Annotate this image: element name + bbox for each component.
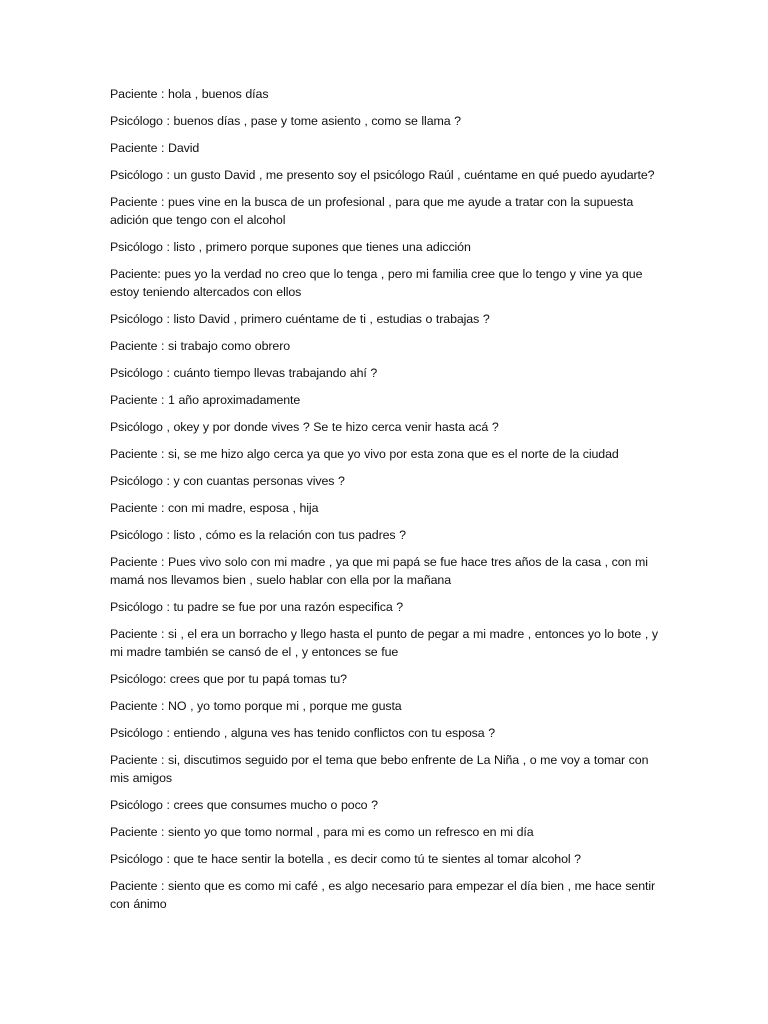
dialogue-line-patient: Paciente : si , el era un borracho y llego hasta el punto de pegar a mi madre , entonces yo lo bote , y mi madre también se cansó de el , y entonces se fue <box>110 627 658 659</box>
dialogue-line-patient: Paciente : si, discutimos seguido por el tema que bebo enfrente de La Niña , o me voy a tomar con mis amigos <box>110 753 649 785</box>
dialogue-line-patient: Paciente : siento yo que tomo normal , para mi es como un refresco en mi día <box>110 825 534 839</box>
dialogue-line-patient: Paciente : pues vine en la busca de un profesional , para que me ayude a tratar con la supuesta adición que tengo con el alcohol <box>110 195 634 227</box>
dialogue-line-patient: Paciente : 1 año aproximadamente <box>110 393 301 407</box>
dialogue-line-patient: Paciente : si, se me hizo algo cerca ya que yo vivo por esta zona que es el norte de la ciudad <box>110 447 619 461</box>
dialogue-line-patient: Paciente: pues yo la verdad no creo que lo tenga , pero mi familia cree que lo tengo y vine ya que estoy teniendo altercados con ellos <box>110 267 643 299</box>
dialogue-line-psychologist: Psicólogo : listo , cómo es la relación con tus padres ? <box>110 528 406 542</box>
dialogue-line-patient: Paciente : David <box>110 141 200 155</box>
document-page <box>110 85 662 922</box>
dialogue-line-patient: Paciente : si trabajo como obrero <box>110 339 291 353</box>
dialogue-line-psychologist: Psicólogo : crees que consumes mucho o poco ? <box>110 798 378 812</box>
dialogue-line-patient: Paciente : con mi madre, esposa , hija <box>110 501 319 515</box>
dialogue-line-psychologist: Psicólogo : buenos días , pase y tome asiento , como se llama ? <box>110 114 461 128</box>
dialogue-line-psychologist: Psicólogo: crees que por tu papá tomas tu? <box>110 672 347 686</box>
dialogue-line-psychologist: Psicólogo : y con cuantas personas vives ? <box>110 474 345 488</box>
dialogue-line-psychologist: Psicólogo : un gusto David , me presento soy el psicólogo Raúl , cuéntame en qué puedo ayudarte? <box>110 168 655 182</box>
dialogue-line-patient: Paciente : hola , buenos días <box>110 87 269 101</box>
dialogue-line-patient: Paciente : Pues vivo solo con mi madre , ya que mi papá se fue hace tres años de la casa , con mi mamá nos llevamos bien , suelo hablar con ella por la mañana <box>110 555 648 587</box>
dialogue-line-patient: Paciente : NO , yo tomo porque mi , porque me gusta <box>110 699 402 713</box>
dialogue-line-patient: Paciente : siento que es como mi café , es algo necesario para empezar el día bien , me hace sentir con ánimo <box>110 879 656 911</box>
dialogue-line-psychologist: Psicólogo : listo , primero porque supones que tienes una adicción <box>110 240 471 254</box>
dialogue-line-psychologist: Psicólogo : tu padre se fue por una razón especifica ? <box>110 600 404 614</box>
dialogue-line-psychologist: Psicólogo : cuánto tiempo llevas trabajando ahí ? <box>110 366 378 380</box>
dialogue-line-psychologist: Psicólogo : entiendo , alguna ves has tenido conflictos con tu esposa ? <box>110 726 495 740</box>
dialogue-line-psychologist: Psicólogo : listo David , primero cuéntame de ti , estudias o trabajas ? <box>110 312 490 326</box>
dialogue-line-psychologist: Psicólogo , okey y por donde vives ? Se te hizo cerca venir hasta acá ? <box>110 420 499 434</box>
dialogue-line-psychologist: Psicólogo : que te hace sentir la botella , es decir como tú te sientes al tomar alcohol ? <box>110 852 581 866</box>
